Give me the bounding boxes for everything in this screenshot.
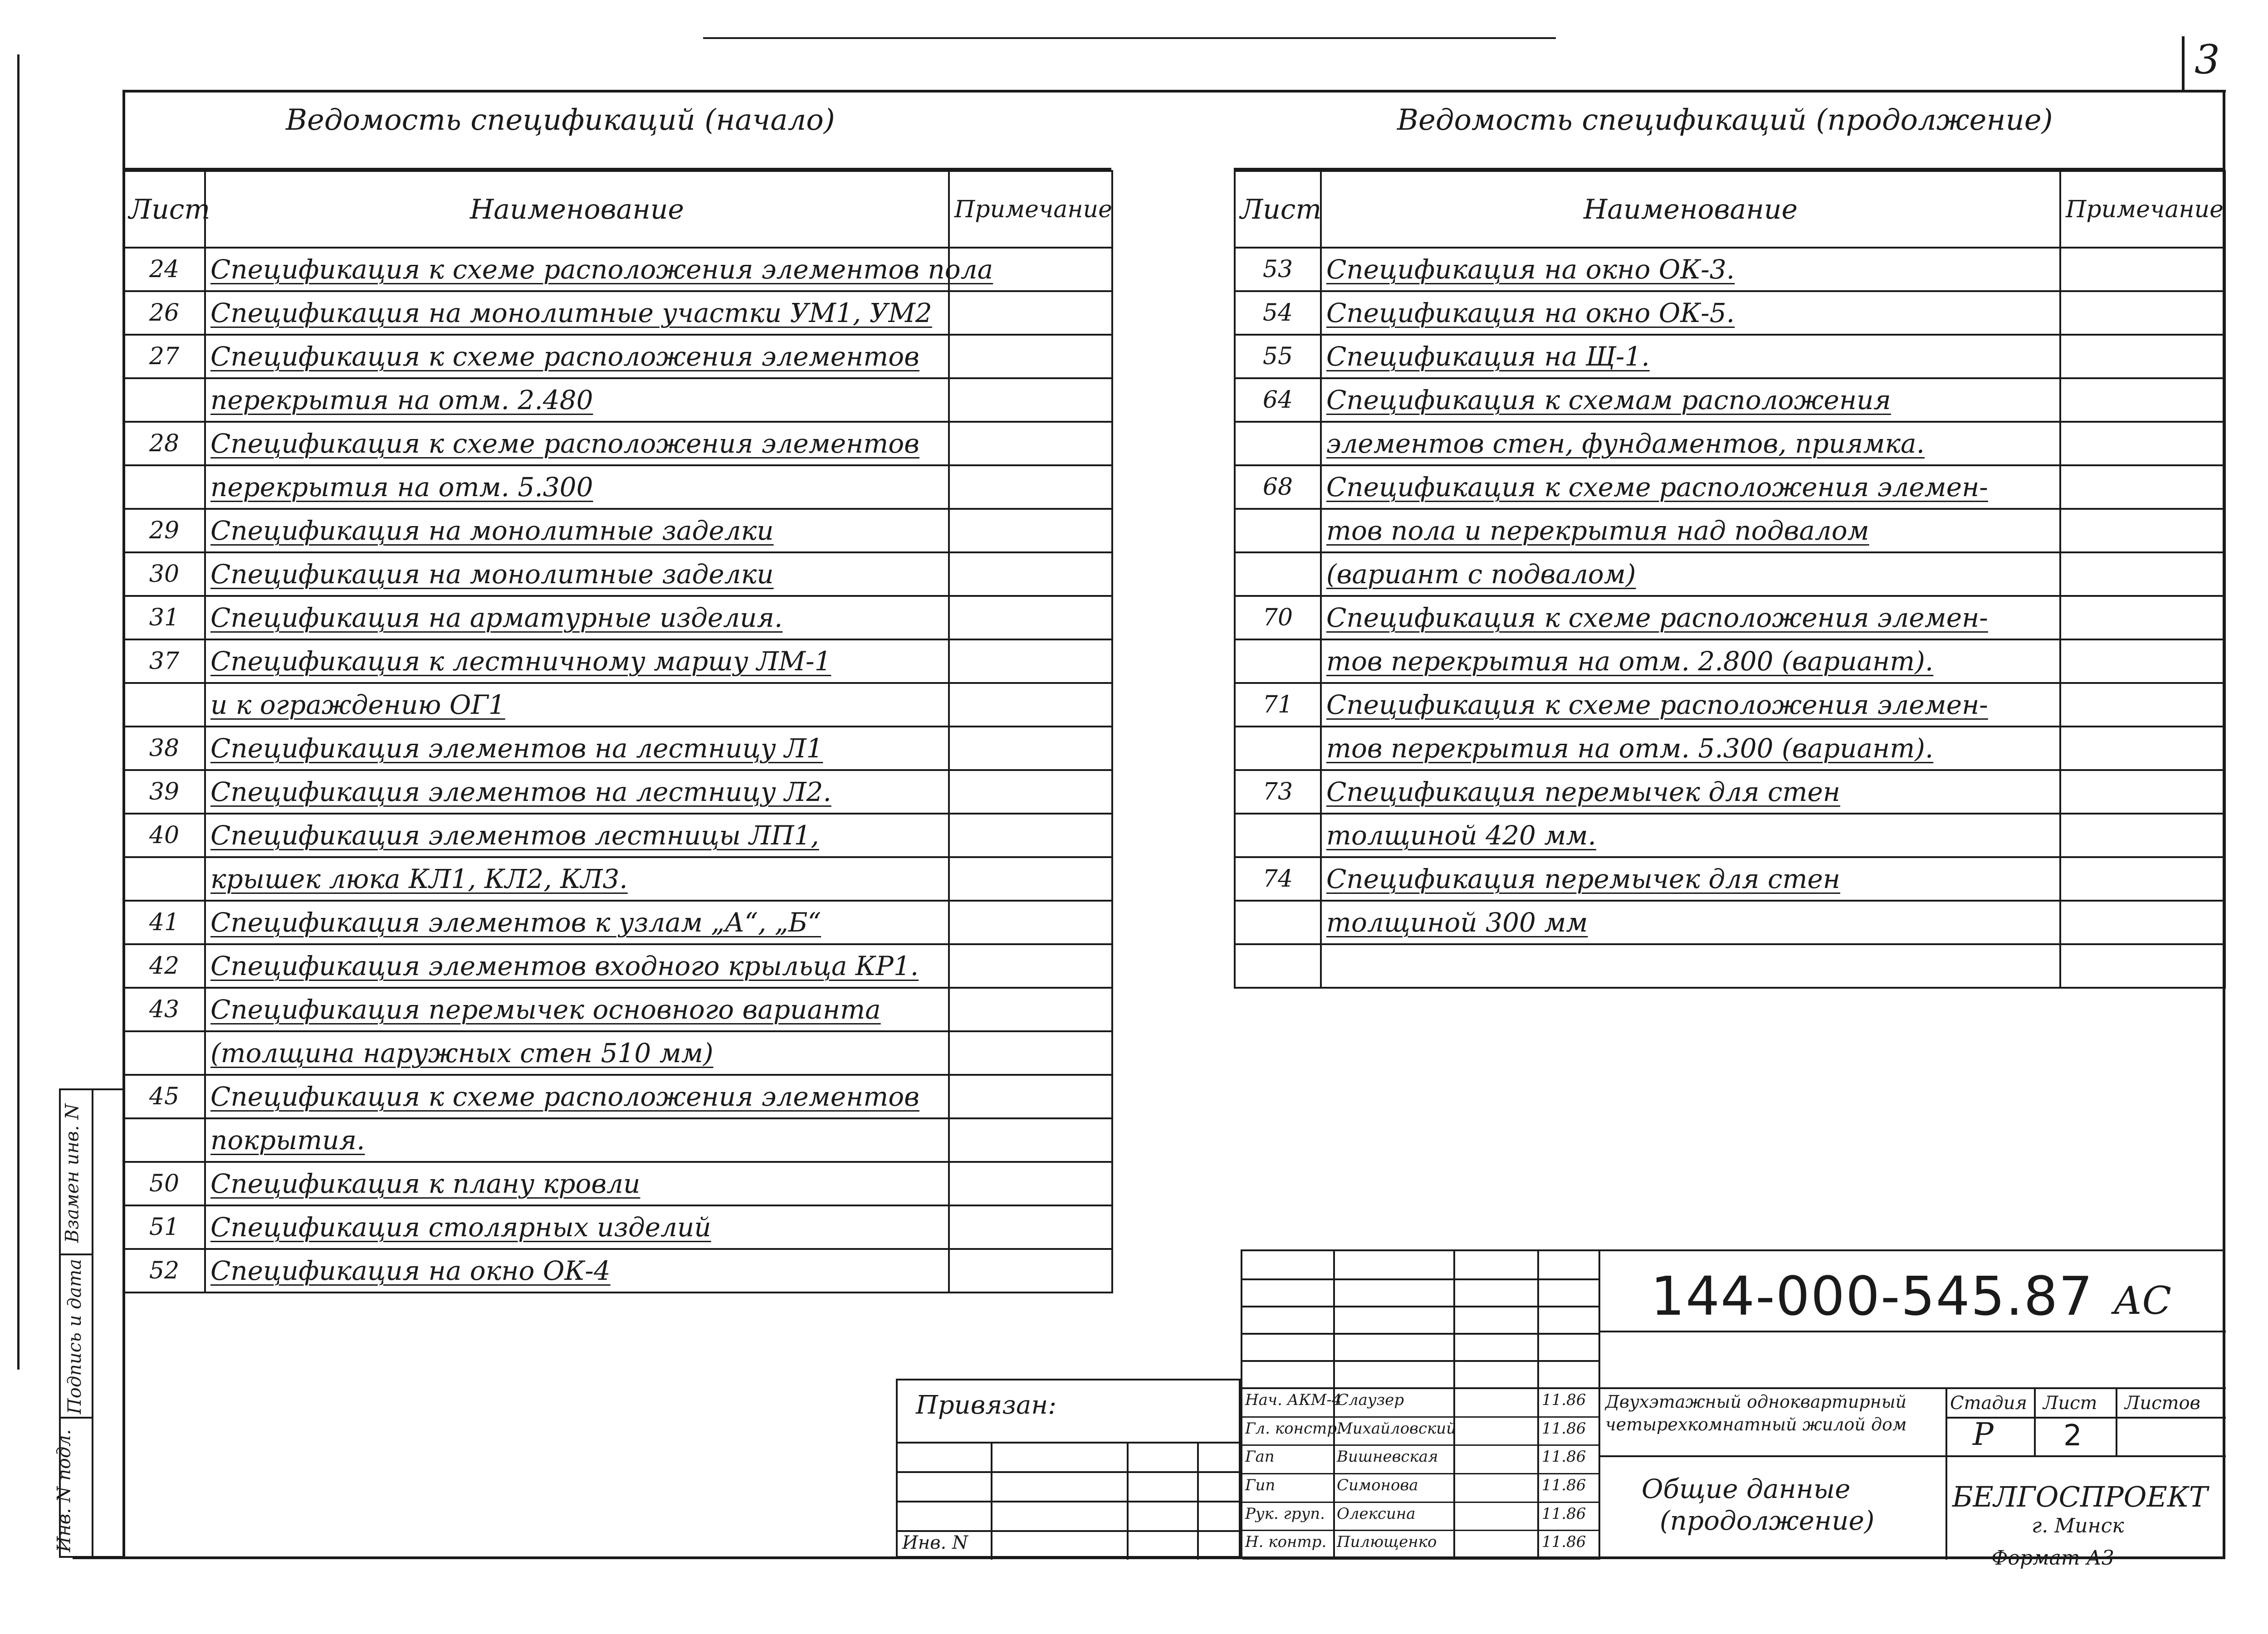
signature-name: Вишневская <box>1337 1448 1438 1466</box>
name-cell <box>205 335 949 378</box>
signature-row <box>1242 1474 1600 1503</box>
sheet-cell <box>1235 422 1321 465</box>
name-cell <box>1321 857 2060 901</box>
organization-name: БЕЛГОСПРОЕКТ <box>1952 1480 2208 1513</box>
note-cell <box>2060 639 2225 683</box>
note-cell <box>2060 291 2225 335</box>
sheet-value: 2 <box>2063 1419 2082 1453</box>
sheet-cell: 31 <box>123 596 205 639</box>
table-row <box>1235 335 2225 378</box>
sheet-cell: 24 <box>123 248 205 291</box>
binding-label: Привязан: <box>916 1390 1057 1420</box>
note-cell <box>949 596 1112 639</box>
note-cell <box>949 944 1112 988</box>
note-cell <box>949 988 1112 1031</box>
sheet-cell: 41 <box>123 901 205 944</box>
note-cell <box>2060 248 2225 291</box>
table-header-row <box>1235 171 2225 248</box>
format-label: Формат А3 <box>1991 1546 2114 1570</box>
name-cell <box>1321 248 2060 291</box>
table-row <box>1235 857 2225 901</box>
frame-top <box>122 90 2226 93</box>
name-text: Спецификация к плану кровли <box>210 1168 640 1199</box>
sheet-cell: 68 <box>1235 465 1321 509</box>
note-cell <box>2060 335 2225 378</box>
sheet-cell <box>1235 639 1321 683</box>
building-desc-line-2: четырехкомнатный жилой дом <box>1605 1415 1907 1434</box>
sheet-cell <box>1235 814 1321 857</box>
side-stamp-sep-2 <box>61 1417 93 1419</box>
name-cell <box>1321 683 2060 727</box>
note-cell <box>949 465 1112 509</box>
note-cell <box>2060 509 2225 552</box>
name-text: Спецификация на монолитные участки УМ1, УМ2 <box>210 298 932 328</box>
name-text: Спецификация на монолитные заделки <box>210 559 774 590</box>
name-cell <box>205 552 949 596</box>
header-name: Наименование <box>205 171 949 248</box>
sheet-cell <box>1235 727 1321 770</box>
doc-title-line-2: (продолжение) <box>1660 1505 1875 1536</box>
name-cell <box>205 378 949 422</box>
note-cell <box>949 1031 1112 1075</box>
signature-role: Гл. констр. <box>1245 1419 1342 1438</box>
table-row <box>123 248 1112 291</box>
note-cell <box>2060 727 2225 770</box>
name-cell <box>205 988 949 1031</box>
name-text: Спецификация на арматурные изделия. <box>210 602 783 633</box>
table-row <box>123 291 1112 335</box>
name-text: Спецификация к схеме расположения элемен- <box>1326 602 1988 633</box>
sheet-cell: 42 <box>123 944 205 988</box>
name-cell <box>205 291 949 335</box>
sheet-cell: 70 <box>1235 596 1321 639</box>
note-cell <box>2060 857 2225 901</box>
table-row <box>1235 727 2225 770</box>
signature-row <box>1242 1418 1600 1446</box>
side-field-signature: Подпись и дата <box>64 1258 86 1415</box>
sheet-cell: 54 <box>1235 291 1321 335</box>
note-cell <box>949 1075 1112 1118</box>
name-text: (вариант с подвалом) <box>1326 559 1636 590</box>
sheet-cell: 43 <box>123 988 205 1031</box>
note-cell <box>949 727 1112 770</box>
note-cell <box>949 378 1112 422</box>
name-text: Спецификация элементов лестницы ЛП1, <box>210 820 819 851</box>
note-cell <box>949 901 1112 944</box>
tb-v-stage2 <box>2116 1387 2117 1455</box>
sheet-cell: 64 <box>1235 378 1321 422</box>
doc-title-line-1: Общие данные <box>1642 1473 1851 1504</box>
name-cell <box>1321 335 2060 378</box>
signature-date: 11.86 <box>1542 1504 1586 1523</box>
name-text: толщиной 300 мм <box>1326 907 1588 938</box>
note-cell <box>949 770 1112 814</box>
note-cell <box>2060 422 2225 465</box>
note-cell <box>949 1249 1112 1293</box>
name-text: Спецификация на Щ-1. <box>1326 341 1650 372</box>
table-row <box>1235 814 2225 857</box>
table-row <box>1235 552 2225 596</box>
note-cell <box>949 1162 1112 1205</box>
note-cell <box>2060 770 2225 814</box>
table-row <box>123 1075 1112 1118</box>
side-stamp-sep-1 <box>61 1254 93 1255</box>
table-row <box>123 770 1112 814</box>
signature-date: 11.86 <box>1542 1419 1586 1438</box>
name-cell <box>205 683 949 727</box>
table-row <box>123 422 1112 465</box>
tb-h-r1 <box>1242 1278 1600 1280</box>
name-text: Спецификация перемычек для стен <box>1326 863 1840 894</box>
table-row <box>123 596 1112 639</box>
sheet-cell: 74 <box>1235 857 1321 901</box>
binding-v3 <box>1197 1442 1199 1560</box>
name-text: тов перекрытия на отм. 2.800 (вариант). <box>1326 646 1934 677</box>
note-cell <box>949 552 1112 596</box>
sheet-cell: 53 <box>1235 248 1321 291</box>
sheet-cell: 73 <box>1235 770 1321 814</box>
header-sheet: Лист <box>1235 171 1321 248</box>
table-row <box>123 727 1112 770</box>
side-stamp-divider <box>92 1090 93 1558</box>
note-cell <box>2060 465 2225 509</box>
name-cell <box>205 857 949 901</box>
note-cell <box>2060 814 2225 857</box>
table-row <box>123 988 1112 1031</box>
note-cell <box>949 1118 1112 1162</box>
name-text: перекрытия на отм. 2.480 <box>210 385 593 415</box>
tb-h-r3 <box>1242 1333 1600 1335</box>
name-text: Спецификация на окно ОК-3. <box>1326 254 1735 285</box>
name-text: тов перекрытия на отм. 5.300 (вариант). <box>1326 733 1934 764</box>
side-field-inv: Инв. N подл. <box>54 1429 75 1552</box>
table-row <box>1235 422 2225 465</box>
name-cell <box>1321 291 2060 335</box>
signature-row <box>1242 1389 1600 1418</box>
side-stamp <box>54 1088 125 1558</box>
name-text: и к ограждению ОГ1 <box>210 689 505 720</box>
table-row <box>1235 944 2225 988</box>
table-row <box>123 552 1112 596</box>
building-desc-line-1: Двухэтажный одноквартирный <box>1605 1392 1907 1412</box>
table-row <box>123 683 1112 727</box>
name-cell <box>205 639 949 683</box>
signature-role: Рук. груп. <box>1245 1504 1325 1523</box>
table-row <box>1235 248 2225 291</box>
outer-margin-line <box>17 54 20 1370</box>
sheet-cell <box>1235 944 1321 988</box>
note-cell <box>2060 944 2225 988</box>
table-row <box>1235 639 2225 683</box>
note-cell <box>2060 552 2225 596</box>
tb-v-desc <box>1945 1387 1947 1560</box>
binding-h1 <box>898 1442 1242 1444</box>
left-table-title: Ведомость спецификаций (начало) <box>286 103 835 137</box>
name-text: Спецификация к схеме расположения элементов пола <box>210 254 993 285</box>
name-cell <box>205 1162 949 1205</box>
name-text: Спецификация к схеме расположения элементов <box>210 428 919 459</box>
name-cell <box>1321 552 2060 596</box>
name-text: Спецификация столярных изделий <box>210 1212 711 1243</box>
sheet-cell: 52 <box>123 1249 205 1293</box>
name-cell <box>1321 770 2060 814</box>
header-note: Примечание <box>2060 171 2225 248</box>
right-spec-table <box>1234 170 2226 989</box>
name-text: Спецификация к схемам расположения <box>1326 385 1891 415</box>
note-cell <box>949 509 1112 552</box>
title-block <box>1241 1249 2224 1558</box>
table-row <box>1235 465 2225 509</box>
name-text: перекрытия на отм. 5.300 <box>210 472 593 502</box>
name-cell <box>1321 378 2060 422</box>
name-cell <box>205 465 949 509</box>
tb-h-r4 <box>1242 1360 1600 1362</box>
name-cell <box>205 509 949 552</box>
stage-label: Стадия <box>1950 1393 2027 1414</box>
document-suffix: АС <box>2113 1278 2171 1323</box>
name-cell <box>205 770 949 814</box>
sheet-cell <box>1235 509 1321 552</box>
sheet-cell <box>123 857 205 901</box>
note-cell <box>2060 596 2225 639</box>
table-row <box>123 1031 1112 1075</box>
note-cell <box>949 683 1112 727</box>
top-scan-line <box>703 37 1556 39</box>
sheet-cell: 39 <box>123 770 205 814</box>
name-cell <box>1321 465 2060 509</box>
table-row <box>1235 596 2225 639</box>
table-row <box>1235 378 2225 422</box>
sheet-cell: 50 <box>123 1162 205 1205</box>
header-note: Примечание <box>949 171 1112 248</box>
table-row <box>123 1249 1112 1293</box>
name-text: Спецификация элементов входного крыльца КР1. <box>210 951 919 981</box>
table-row <box>123 378 1112 422</box>
name-cell <box>1321 727 2060 770</box>
binding-h4 <box>898 1530 1242 1532</box>
table-row <box>123 857 1112 901</box>
sheet-cell <box>123 378 205 422</box>
sheet-cell: 40 <box>123 814 205 857</box>
note-cell <box>949 857 1112 901</box>
sheet-cell: 71 <box>1235 683 1321 727</box>
sheet-label: Лист <box>2043 1393 2097 1414</box>
sheet-cell: 28 <box>123 422 205 465</box>
signature-date: 11.86 <box>1542 1391 1586 1409</box>
table-header-row <box>123 171 1112 248</box>
sheet-cell: 55 <box>1235 335 1321 378</box>
sheet-cell: 30 <box>123 552 205 596</box>
note-cell <box>949 335 1112 378</box>
binding-h3 <box>898 1501 1242 1502</box>
note-cell <box>949 422 1112 465</box>
signature-role: Нач. АКМ-4 <box>1245 1391 1342 1409</box>
name-text: Спецификация перемычек основного варианта <box>210 994 881 1025</box>
sheet-cell <box>123 465 205 509</box>
binding-block <box>896 1379 1241 1558</box>
signature-row <box>1242 1503 1600 1532</box>
name-cell <box>205 727 949 770</box>
name-cell <box>205 422 949 465</box>
note-cell <box>949 814 1112 857</box>
signature-rows <box>1242 1389 1600 1560</box>
name-cell <box>205 1118 949 1162</box>
tb-v-stage1 <box>2034 1387 2036 1455</box>
sheets-label: Листов <box>2125 1393 2200 1414</box>
table-row <box>1235 291 2225 335</box>
name-text: Спецификация элементов к узлам „А“, „Б“ <box>210 907 821 938</box>
name-text: толщиной 420 мм. <box>1326 820 1596 851</box>
table-row <box>123 1162 1112 1205</box>
tb-h-desc <box>1598 1455 2226 1457</box>
table-row <box>1235 683 2225 727</box>
table-row <box>123 1118 1112 1162</box>
sheet-cell <box>1235 901 1321 944</box>
signature-role: Гап <box>1245 1448 1275 1466</box>
note-cell <box>2060 683 2225 727</box>
name-text: Спецификация на монолитные заделки <box>210 515 774 546</box>
stage-value: Р <box>1973 1417 1994 1453</box>
table-row <box>123 1205 1112 1249</box>
name-cell <box>205 1031 949 1075</box>
sheet-cell: 38 <box>123 727 205 770</box>
sheet-cell <box>1235 552 1321 596</box>
table-row <box>123 901 1112 944</box>
table-row <box>1235 509 2225 552</box>
left-spec-table <box>122 170 1113 1293</box>
note-cell <box>2060 901 2225 944</box>
name-cell <box>205 901 949 944</box>
name-text: Спецификация на окно ОК-4 <box>210 1255 611 1286</box>
name-cell <box>205 814 949 857</box>
signature-date: 11.86 <box>1542 1476 1586 1494</box>
name-cell <box>1321 509 2060 552</box>
binding-v1 <box>991 1442 992 1560</box>
name-cell <box>1321 944 2060 988</box>
binding-h2 <box>898 1471 1242 1473</box>
organization-city: г. Минск <box>2032 1514 2124 1537</box>
name-cell <box>205 944 949 988</box>
name-text: Спецификация к схеме расположения элементов <box>210 1081 919 1112</box>
name-cell <box>1321 639 2060 683</box>
signature-role: Гип <box>1245 1476 1276 1494</box>
note-cell <box>949 639 1112 683</box>
sheet-cell: 45 <box>123 1075 205 1118</box>
name-cell <box>205 248 993 291</box>
table-row <box>123 814 1112 857</box>
signature-name: Симонова <box>1337 1476 1418 1494</box>
name-text: Спецификация на окно ОК-5. <box>1326 298 1735 328</box>
page-number-box-left <box>2182 36 2185 92</box>
name-cell <box>1321 422 2060 465</box>
signature-name: Михайловский <box>1337 1419 1457 1438</box>
note-cell <box>949 1205 1112 1249</box>
signature-role: Н. контр. <box>1245 1533 1327 1551</box>
header-name: Наименование <box>1321 171 2060 248</box>
sheet-cell: 26 <box>123 291 205 335</box>
name-text: тов пола и перекрытия над подвалом <box>1326 515 1869 546</box>
name-text: Спецификация перемычек для стен <box>1326 776 1840 807</box>
name-text: (толщина наружных стен 510 мм) <box>210 1038 714 1068</box>
page-number: 3 <box>2195 36 2220 83</box>
name-text: Спецификация к схеме расположения элемен- <box>1326 689 1988 720</box>
name-text: Спецификация к схеме расположения элементов <box>210 341 919 372</box>
table-row <box>1235 901 2225 944</box>
signature-name: Слаузер <box>1337 1391 1404 1409</box>
signature-name: Пилющенко <box>1337 1533 1437 1551</box>
name-text: Спецификация элементов на лестницу Л1 <box>210 733 823 764</box>
name-text: покрытия. <box>210 1125 365 1156</box>
name-cell <box>1321 596 2060 639</box>
signature-name: Олексина <box>1337 1504 1416 1523</box>
sheet-cell: 37 <box>123 639 205 683</box>
tb-h-r2 <box>1242 1306 1600 1307</box>
binding-inv-label: Инв. N <box>902 1532 968 1553</box>
table-row <box>123 944 1112 988</box>
note-cell <box>949 291 1112 335</box>
right-table-title: Ведомость спецификаций (продолжение) <box>1397 103 2053 137</box>
name-cell <box>205 1249 949 1293</box>
table-row <box>123 465 1112 509</box>
sheet-cell <box>123 683 205 727</box>
name-text: крышек люка КЛ1, КЛ2, КЛ3. <box>210 863 628 894</box>
signature-row <box>1242 1446 1600 1474</box>
name-text: Спецификация элементов на лестницу Л2. <box>210 776 831 807</box>
sheet-cell <box>123 1031 205 1075</box>
note-cell <box>2060 378 2225 422</box>
signature-date: 11.86 <box>1542 1448 1586 1466</box>
name-cell <box>205 596 949 639</box>
table-row <box>1235 770 2225 814</box>
name-text: Спецификация к лестничному маршу ЛМ-1 <box>210 646 831 677</box>
name-cell <box>1321 814 2060 857</box>
table-row <box>123 509 1112 552</box>
sheet-cell: 29 <box>123 509 205 552</box>
sheet-cell: 27 <box>123 335 205 378</box>
name-text: Спецификация к схеме расположения элемен- <box>1326 472 1988 502</box>
table-row <box>123 639 1112 683</box>
table-row <box>123 335 1112 378</box>
binding-v2 <box>1127 1442 1129 1560</box>
signature-date: 11.86 <box>1542 1533 1586 1551</box>
document-code: 144-000-545.87 <box>1651 1265 2094 1327</box>
side-field-replace: Взамен инв. N <box>62 1103 83 1243</box>
name-cell <box>205 1205 949 1249</box>
tb-code-under <box>1598 1331 2226 1332</box>
name-cell <box>1321 901 2060 944</box>
name-text: элементов стен, фундаментов, приямка. <box>1326 428 1925 459</box>
sheet-cell: 51 <box>123 1205 205 1249</box>
signature-row <box>1242 1531 1600 1560</box>
name-cell <box>205 1075 949 1118</box>
sheet-cell <box>123 1118 205 1162</box>
header-sheet: Лист <box>123 171 205 248</box>
